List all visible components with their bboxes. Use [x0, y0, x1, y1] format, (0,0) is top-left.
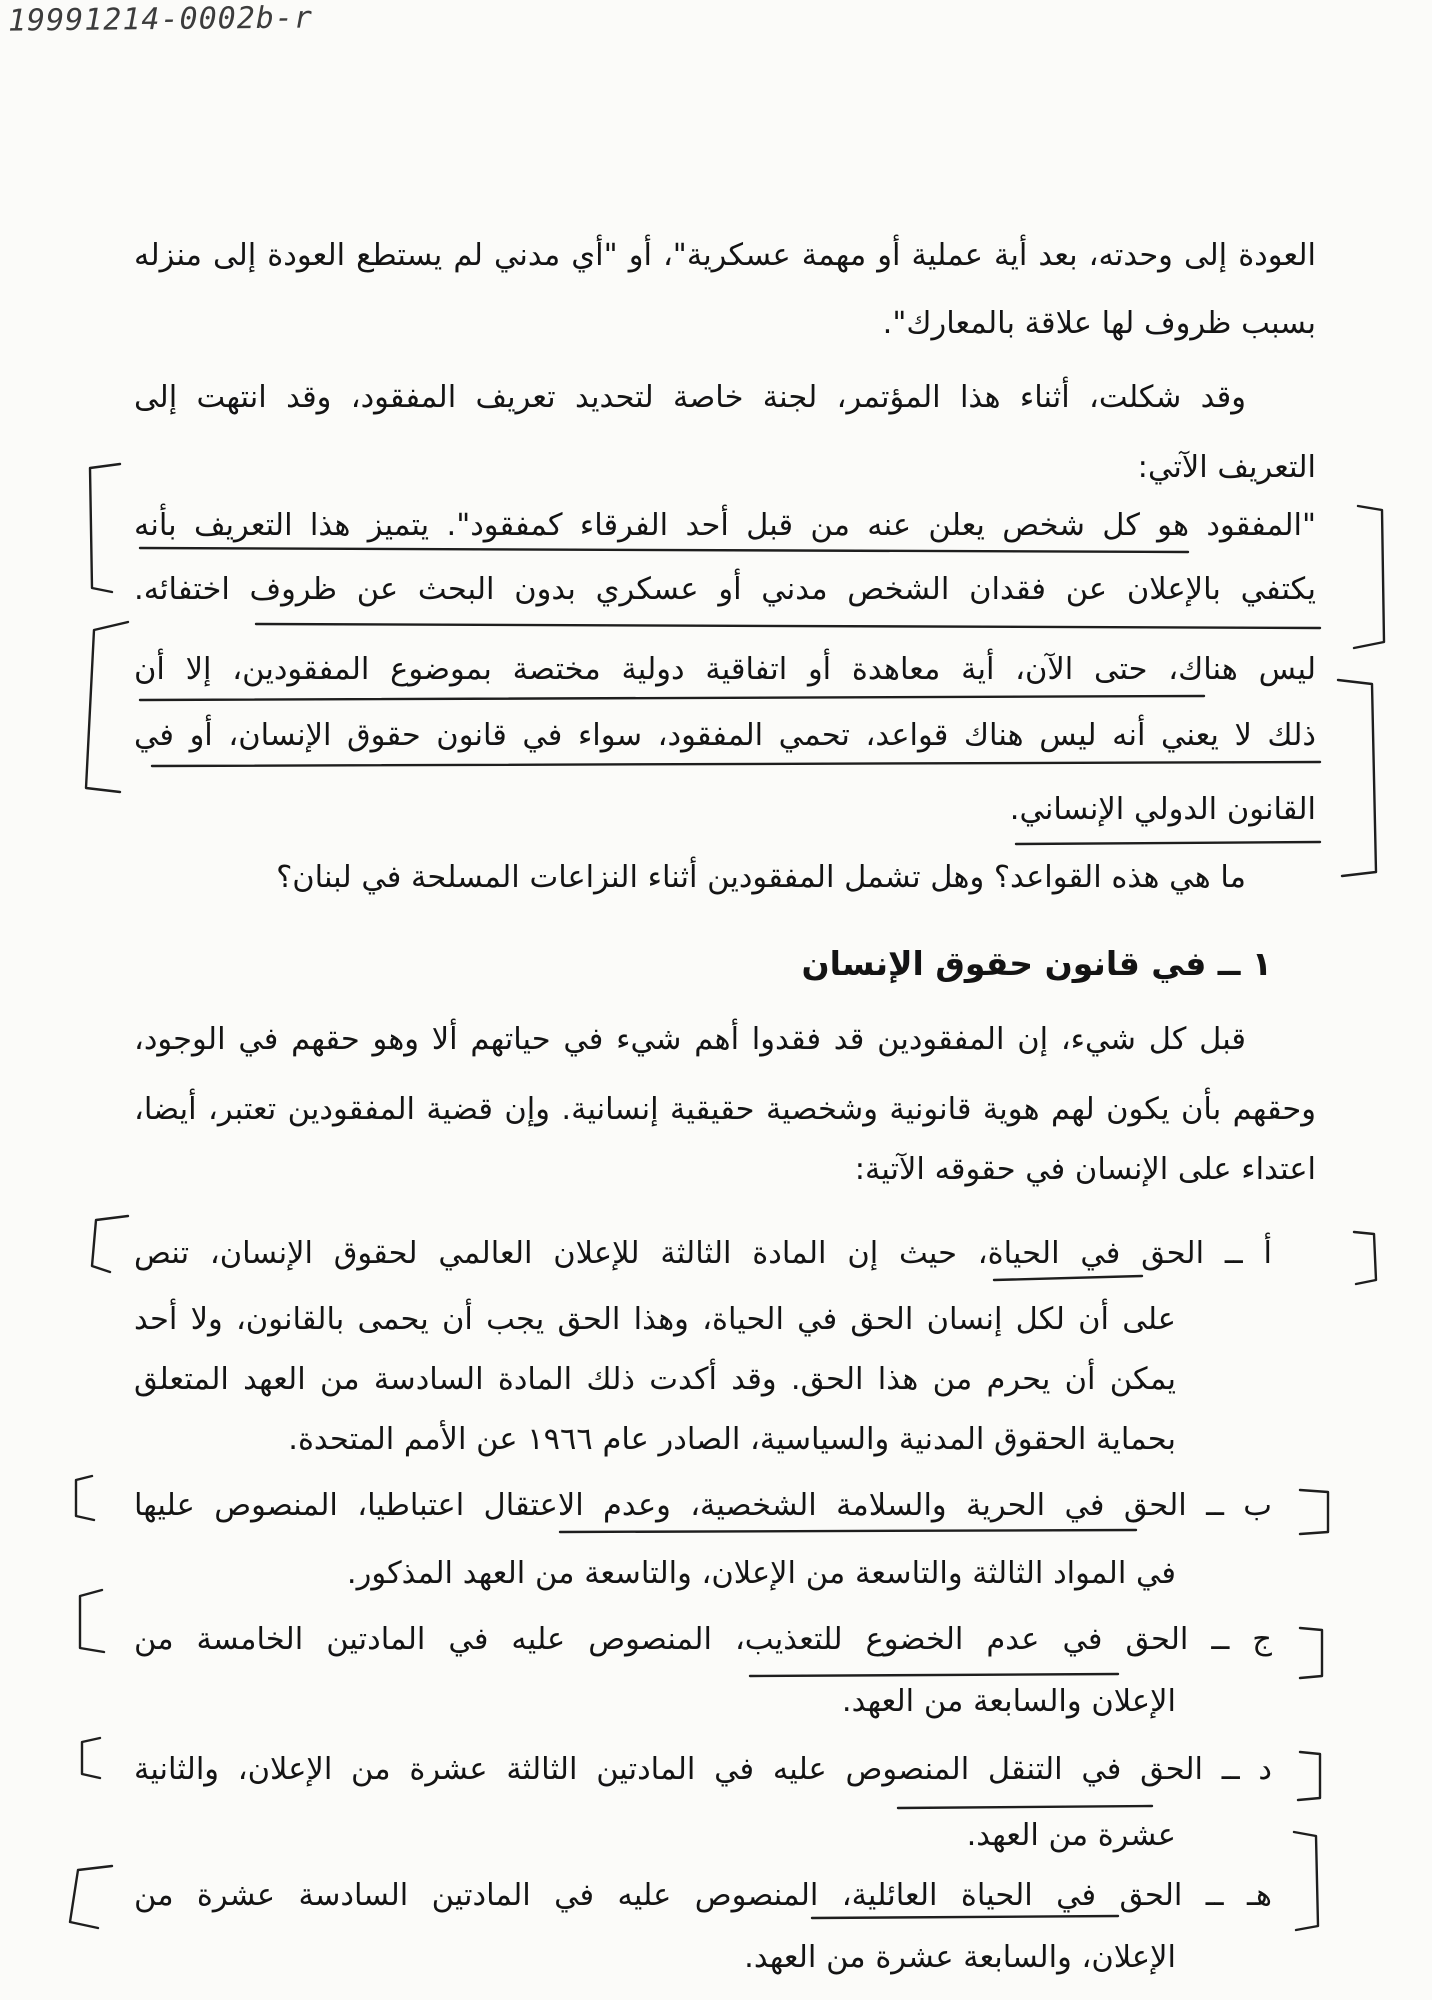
lead-line-3: اعتداء على الإنسان في حقوقه الآتية: — [854, 1152, 1316, 1187]
lead-line-1: قبل كل شيء، إن المفقودين قد فقدوا أهم شيء في حياتهم ألا وهو حقهم في الوجود، — [134, 1022, 1246, 1057]
bracket-right-item-c — [1300, 1628, 1322, 1678]
item-a-line-3: يمكن أن يحرم من هذا الحق. وقد أكدت ذلك المادة السادسة من العهد المتعلق — [134, 1362, 1176, 1397]
item-c-text: الحق في عدم الخضوع للتعذيب، المنصوص عليه في المادتين الخامسة من — [134, 1622, 1189, 1657]
underline-definition-1 — [140, 548, 1188, 552]
underline-item-e — [812, 1916, 1118, 1918]
no-treaty-line-3: القانون الدولي الإنساني. — [1009, 792, 1316, 827]
bracket-left-item-a — [92, 1216, 128, 1272]
item-a-line-4: بحماية الحقوق المدنية والسياسية، الصادر عام ١٩٦٦ عن الأمم المتحدة. — [288, 1422, 1176, 1457]
bracket-right-definition — [1354, 506, 1384, 648]
underline-item-a — [994, 1276, 1142, 1280]
underline-item-c — [750, 1674, 1118, 1676]
definition-line-2: يكتفي بالإعلان عن فقدان الشخص مدني أو عسكري بدون البحث عن ظروف اختفائه. — [134, 572, 1316, 607]
item-d-label: د ــ — [1221, 1752, 1273, 1787]
item-c-label: ج ــ — [1211, 1622, 1272, 1657]
item-d-text: الحق في التنقل المنصوص عليه في المادتين الثالثة عشرة من الإعلان، والثانية — [134, 1752, 1204, 1787]
bracket-left-item-b — [76, 1476, 94, 1520]
item-a-line-2: على أن لكل إنسان الحق في الحياة، وهذا الحق يجب أن يحمى بالقانون، ولا أحد — [134, 1302, 1176, 1337]
item-e-text: الحق في الحياة العائلية، المنصوص عليه في المادتين السادسة عشرة من — [134, 1878, 1183, 1913]
underline-definition-2 — [256, 624, 1320, 628]
bracket-right-item-e — [1294, 1832, 1318, 1930]
question-line: ما هي هذه القواعد؟ وهل تشمل المفقودين أثناء النزاعات المسلحة في لبنان؟ — [276, 860, 1246, 895]
item-b-label: ب ــ — [1206, 1488, 1273, 1523]
archive-stamp: 19991214-0002b-r — [7, 0, 314, 39]
item-b-line-2: في المواد الثالثة والتاسعة من الإعلان، والتاسعة من العهد المذكور. — [346, 1556, 1176, 1591]
item-e-line-2: الإعلان، والسابعة عشرة من العهد. — [744, 1940, 1176, 1975]
bracket-right-item-b — [1300, 1490, 1328, 1534]
item-a-label: أ ــ — [1224, 1236, 1272, 1271]
bracket-right-item-d — [1298, 1752, 1320, 1800]
definition-line-1: "المفقود هو كل شخص يعلن عنه من قبل أحد الفرقاء كمفقود". يتميز هذا التعريف بأنه — [134, 508, 1316, 543]
bracket-left-definition — [90, 464, 120, 592]
lead-line-2: وحقهم بأن يكون لهم هوية قانونية وشخصية حقيقية إنسانية. وإن قضية المفقودين تعتبر، أيضا، — [134, 1092, 1316, 1127]
bracket-left-item-d — [82, 1738, 100, 1778]
intro-line-1: العودة إلى وحدته، بعد أية عملية أو مهمة عسكرية"، أو "أي مدني لم يستطع العودة إلى منزله — [134, 238, 1316, 273]
bracket-left-no-treaty — [86, 622, 128, 792]
underline-item-d — [898, 1806, 1152, 1808]
underline-item-b — [560, 1530, 1136, 1532]
item-e-label: هـ ــ — [1205, 1878, 1272, 1913]
bracket-right-item-a — [1354, 1232, 1376, 1284]
committee-line-2: التعريف الآتي: — [1137, 450, 1316, 485]
intro-line-2: بسبب ظروف لها علاقة بالمعارك". — [882, 306, 1316, 341]
underline-no-treaty-3 — [1016, 842, 1320, 844]
committee-line-1: وقد شكلت، أثناء هذا المؤتمر، لجنة خاصة لتحديد تعريف المفقود، وقد انتهت إلى — [134, 380, 1246, 415]
bracket-left-item-e — [70, 1866, 112, 1928]
no-treaty-line-1: ليس هناك، حتى الآن، أية معاهدة أو اتفاقية دولية مختصة بموضوع المفقودين، إلا أن — [134, 652, 1316, 687]
no-treaty-line-2: ذلك لا يعني أنه ليس هناك قواعد، تحمي المفقود، سواء في قانون حقوق الإنسان، أو في — [134, 718, 1316, 753]
section-heading: ١ ــ في قانون حقوق الإنسان — [801, 944, 1272, 983]
item-c-line-2: الإعلان والسابعة من العهد. — [841, 1684, 1176, 1719]
bracket-left-item-c — [80, 1590, 104, 1652]
underline-no-treaty-2 — [152, 762, 1320, 766]
bracket-right-no-treaty — [1338, 680, 1376, 876]
underline-no-treaty-1 — [140, 696, 1204, 700]
item-d-line-2: عشرة من العهد. — [966, 1818, 1176, 1853]
item-a-text: الحق في الحياة، حيث إن المادة الثالثة للإعلان العالمي لحقوق الإنسان، تنص — [134, 1236, 1205, 1271]
item-b-text: الحق في الحرية والسلامة الشخصية، وعدم الاعتقال اعتباطيا، المنصوص عليها — [134, 1488, 1187, 1523]
